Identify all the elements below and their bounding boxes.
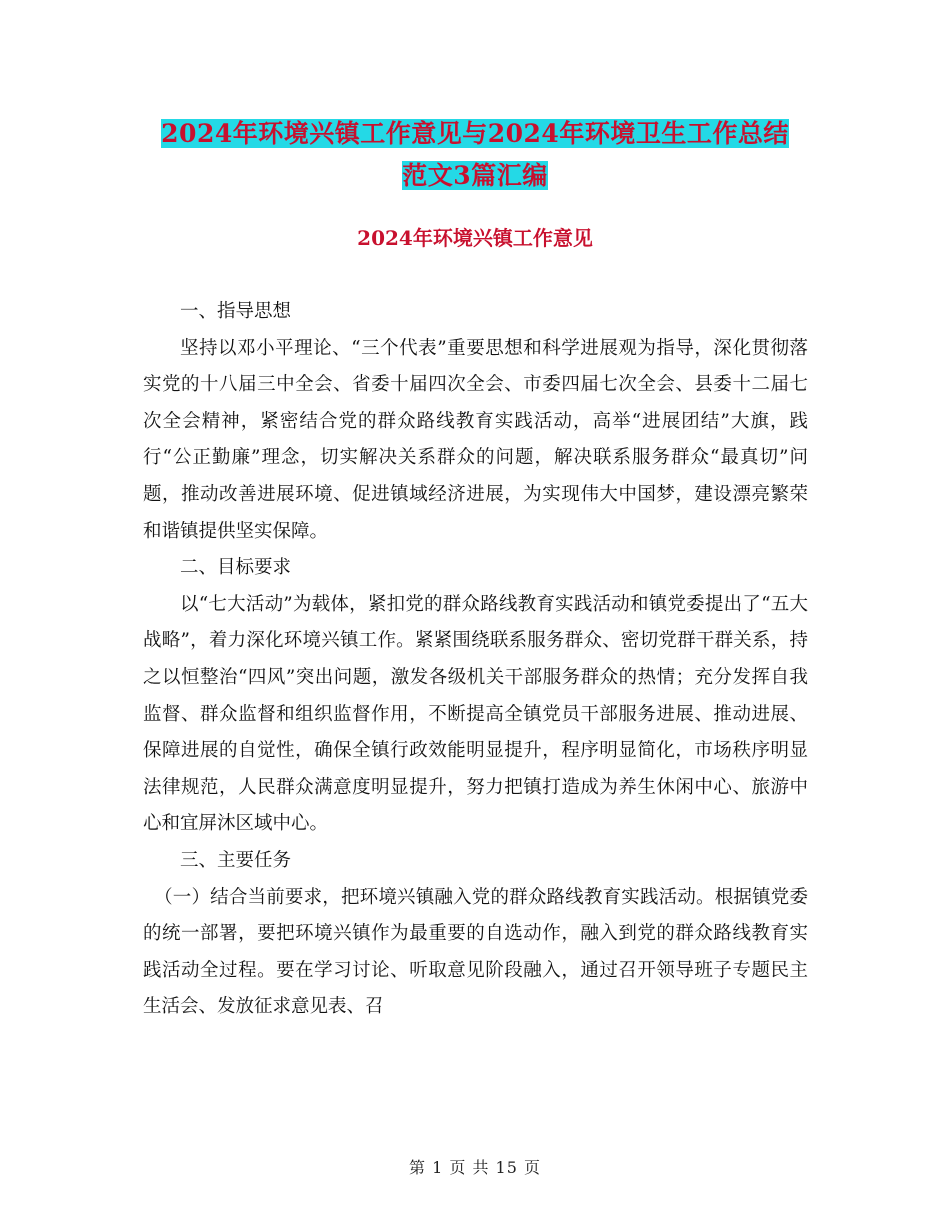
heading-goals: 二、目标要求: [180, 557, 292, 579]
page-footer: 第 1 页 共 15 页: [409, 1158, 541, 1177]
heading-guiding-ideology: 一、指导思想: [180, 301, 292, 322]
paragraph-guiding-ideology: 坚持以邓小平理论、“三个代表”重要思想和科学进展观为指导，深化贯彻落实党的十八届三中全会、省委十届四次全会、市委四届七次全会、县委十二届七次全会精神，紧密结合党的群众路线教育实践活动，高举“进展团结”大旗，践行“公正勤廉”理念，切实解决关系群众的问题，解决联系服务群众“最真切”问题，推动改善进展环境、促进镇域经济进展，为实现伟大中国梦，建设漂亮繁荣和谐镇提供坚实保障。: [143, 337, 808, 542]
paragraph-goals: 以“七大活动”为载体，紧扣党的群众路线教育实践活动和镇党委提出了“五大战略”，着力深化环境兴镇工作。紧紧围绕联系服务群众、密切党群干群关系，持之以恒整治“四风”突出问题，激发各级机关干部服务群众的热情；充分发挥自我监督、群众监督和组织监督作用，不断提高全镇党员干部服务进展、推动进展、保障进展的自觉性，确保全镇行政效能明显提升，程序明显简化，市场秩序明显法律规范，人民群众满意度明显提升，努力把镇打造成为养生休闲中心、旅游中心和宜屏沐区域中心。: [143, 593, 808, 835]
heading-main-tasks: 三、主要任务: [180, 849, 292, 871]
paragraph-main-tasks: （一）结合当前要求，把环境兴镇融入党的群众路线教育实践活动。根据镇党委的统一部署，要把环境兴镇作为最重要的自选动作，融入到党的群众路线教育实践活动全过程。要在学习讨论、听取意见阶段融入，通过召开领导班子专题民主生活会、发放征求意见表、召: [143, 886, 808, 1018]
document-title-line-1: [0, 112, 950, 156]
document-title-line-2: [0, 154, 950, 198]
section-title: 2024年环境兴镇工作意见: [357, 226, 593, 250]
document-body: [143, 294, 808, 1026]
document-title-text-1: 2024年环境兴镇工作意见与2024年环境卫生工作总结: [161, 119, 789, 148]
document-title-text-2: 范文3篇汇编: [402, 161, 548, 190]
